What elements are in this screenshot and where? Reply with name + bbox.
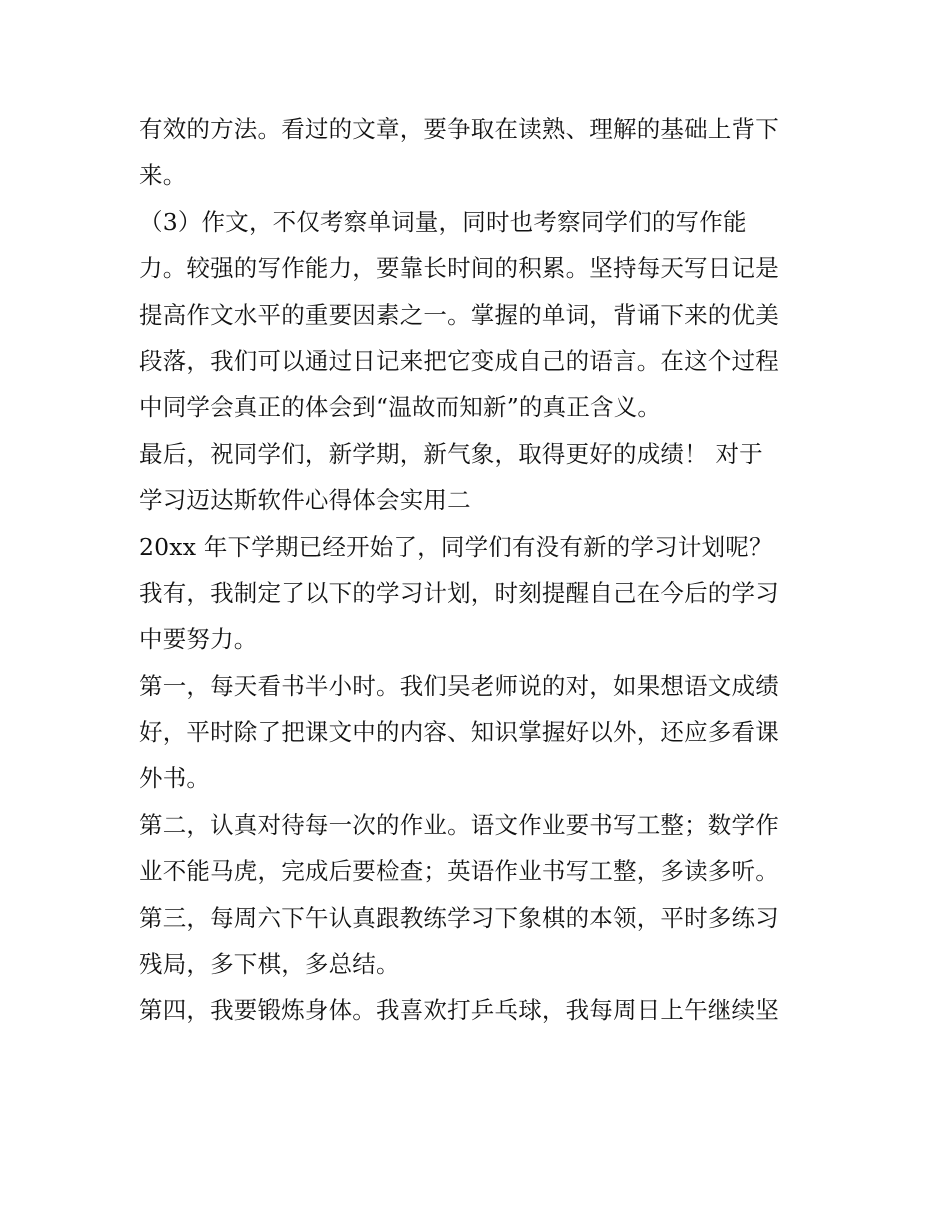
text-line: 最后，祝同学们，新学期，新气象，取得更好的成绩！ 对于 bbox=[139, 439, 763, 468]
text-line: 提高作文水平的重要因素之一。掌握的单词，背诵下来的优美 bbox=[139, 300, 779, 329]
text-line: 好，平时除了把课文中的内容、知识掌握好以外，还应多看课 bbox=[139, 718, 779, 747]
text-line: 第三，每周六下午认真跟教练学习下象棋的本领，平时多练习 bbox=[139, 903, 779, 932]
text-line: 力。较强的写作能力，要靠长时间的积累。坚持每天写日记是 bbox=[139, 254, 779, 283]
text-line: 有效的方法。看过的文章，要争取在读熟、理解的基础上背下 bbox=[139, 115, 779, 143]
text-line: 我有，我制定了以下的学习计划，时刻提醒自己在今后的学习 bbox=[139, 578, 779, 607]
text-line: 20xx 年下学期已经开始了，同学们有没有新的学习计划呢？ bbox=[139, 532, 773, 561]
text-line: 第二，认真对待每一次的作业。语文作业要书写工整；数学作 bbox=[139, 810, 779, 839]
text-line: 业不能马虎，完成后要检查；英语作业书写工整，多读多听。 bbox=[139, 857, 779, 886]
text-line: 残局，多下棋，多总结。 bbox=[139, 950, 400, 979]
text-line: 段落，我们可以通过日记来把它变成自己的语言。在这个过程 bbox=[139, 346, 779, 375]
text-line: 第一，每天看书半小时。我们吴老师说的对，如果想语文成绩 bbox=[139, 671, 779, 700]
text-line: 第四，我要锻炼身体。我喜欢打乒乓球，我每周日上午继续坚 bbox=[139, 996, 779, 1025]
text-line: 中同学会真正的体会到“温故而知新”的真正含义。 bbox=[139, 393, 662, 422]
document-body bbox=[139, 106, 829, 1034]
text-line: 中要努力。 bbox=[139, 625, 258, 654]
text-line: 外书。 bbox=[139, 764, 211, 793]
section-heading: 学习迈达斯软件心得体会实用二 bbox=[139, 486, 471, 515]
text-line: （3）作文，不仅考察单词量，同时也考察同学们的写作能 bbox=[139, 207, 747, 236]
text-line: 来。 bbox=[139, 161, 187, 190]
